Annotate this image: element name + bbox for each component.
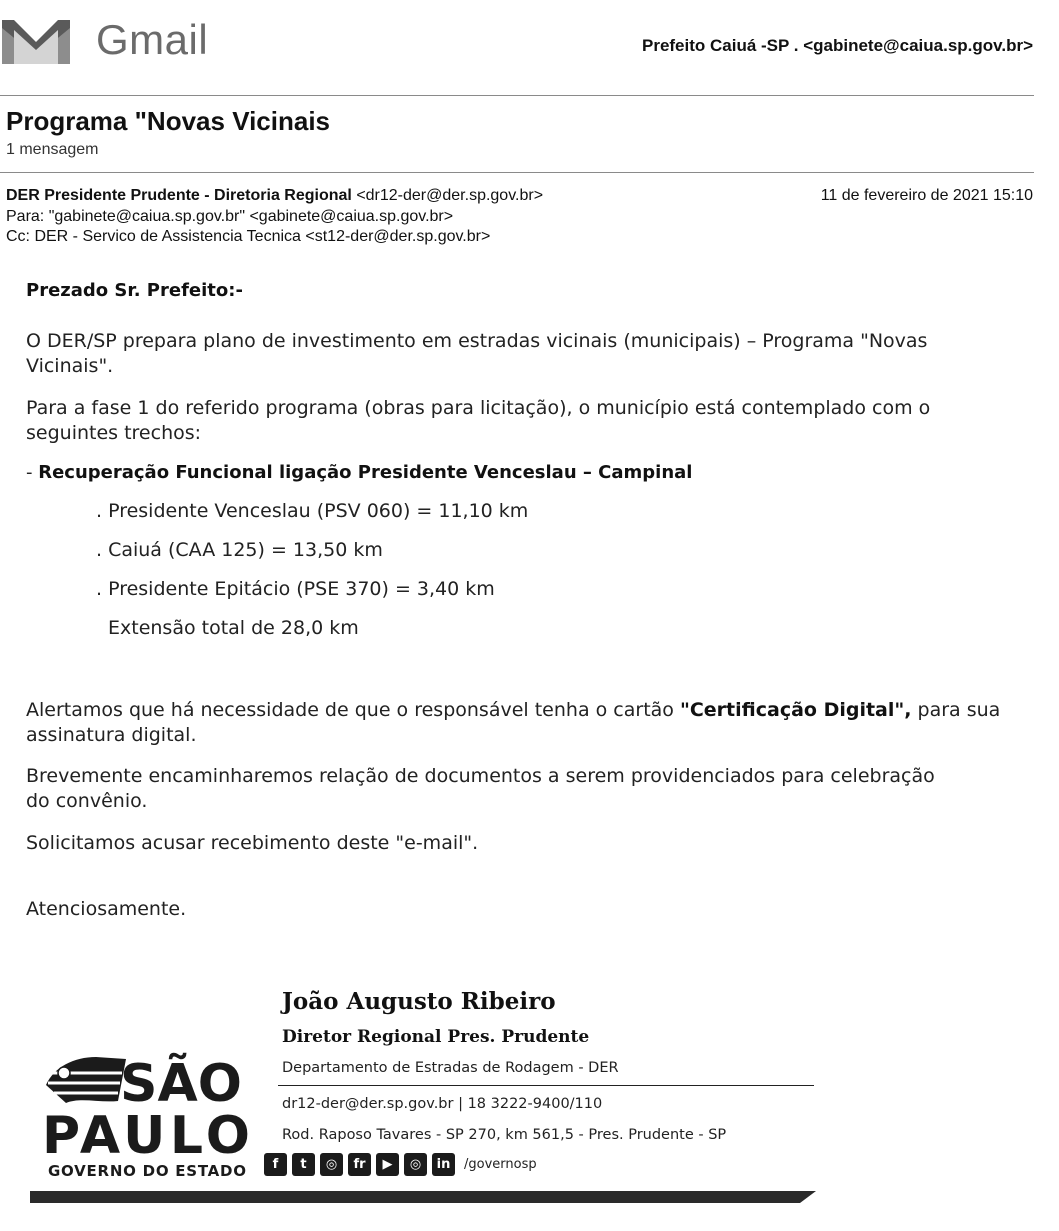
- logo-line-2: PAULO: [42, 1106, 250, 1166]
- total-extension: Extensão total de 28,0 km: [108, 617, 359, 639]
- instagram-alt-icon[interactable]: ◎: [404, 1153, 427, 1176]
- social-links: [264, 1153, 537, 1176]
- list-item: . Presidente Epitácio (PSE 370) = 3,40 km: [96, 578, 495, 600]
- signature-contact: dr12-der@der.sp.gov.br | 18 3222-9400/110: [282, 1096, 603, 1112]
- sao-paulo-government-logo: [40, 1045, 255, 1180]
- certificate-highlight: "Certificação Digital",: [679, 699, 912, 721]
- twitter-icon[interactable]: t: [292, 1153, 315, 1176]
- certificate-text-post: para sua assinatura digital.: [26, 699, 1001, 746]
- flickr-icon[interactable]: fr: [348, 1153, 371, 1176]
- section-heading: [26, 462, 692, 483]
- logo-line-3: GOVERNO DO ESTADO: [48, 1162, 246, 1180]
- instagram-icon[interactable]: ◎: [320, 1153, 343, 1176]
- sender-email: <dr12-der@der.sp.gov.br>: [356, 187, 544, 204]
- list-item: . Presidente Venceslau (PSV 060) = 11,10 km: [96, 500, 529, 522]
- signature-divider: [278, 1085, 814, 1086]
- paragraph-phase: Para a fase 1 do referido programa (obras para licitação), o município está contemplado com o seguintes trechos:: [26, 397, 931, 444]
- section-prefix: -: [26, 462, 39, 483]
- signature-name: João Augusto Ribeiro: [282, 988, 556, 1015]
- facebook-icon[interactable]: f: [264, 1153, 287, 1176]
- paragraph-certificate: [26, 698, 1016, 748]
- header-divider: [0, 95, 1034, 96]
- social-handle: /governosp: [464, 1157, 537, 1172]
- account-identity: Prefeito Caiuá -SP . <gabinete@caiua.sp.gov.br>: [641, 36, 1033, 55]
- signature-bottom-bar: [30, 1191, 816, 1203]
- paragraph-intro: O DER/SP prepara plano de investimento em estradas vicinais (municipais) – Programa "Novas Vicinais".: [26, 330, 928, 377]
- closing: Atenciosamente.: [26, 898, 187, 920]
- paragraph-acknowledge: Solicitamos acusar recebimento deste "e-mail".: [26, 832, 479, 854]
- cc-line: Cc: DER - Servico de Assistencia Tecnica <st12-der@der.sp.gov.br>: [6, 228, 491, 245]
- thread-subject: Programa "Novas Vicinais: [6, 106, 330, 136]
- message-date: 11 de fevereiro de 2021 15:10: [820, 187, 1033, 204]
- sender-name: DER Presidente Prudente - Diretoria Regional: [6, 187, 352, 204]
- section-title: Recuperação Funcional ligação Presidente Venceslau – Campinal: [38, 462, 693, 483]
- state-map-icon: [46, 1057, 126, 1103]
- to-line: Para: "gabinete@caiua.sp.gov.br" <gabinete@caiua.sp.gov.br>: [6, 208, 454, 225]
- gmail-wordmark: Gmail: [96, 16, 209, 63]
- certificate-text-pre: Alertamos que há necessidade de que o responsável tenha o cartão: [26, 699, 680, 721]
- message-count: 1 mensagem: [6, 141, 99, 158]
- list-item: . Caiuá (CAA 125) = 13,50 km: [96, 539, 383, 561]
- paragraph-documents: Brevemente encaminharemos relação de documentos a serem providenciados para celebração do convênio.: [26, 765, 935, 812]
- signature-address: Rod. Raposo Tavares - SP 270, km 561,5 - Pres. Prudente - SP: [282, 1127, 727, 1143]
- sender-line: [6, 187, 543, 205]
- logo-line-1: SÃO: [120, 1054, 242, 1114]
- linkedin-icon[interactable]: in: [432, 1153, 455, 1176]
- signature-department: Departamento de Estradas de Rodagem - DER: [282, 1060, 619, 1076]
- youtube-icon[interactable]: ▶: [376, 1153, 399, 1176]
- greeting: Prezado Sr. Prefeito:-: [26, 280, 243, 301]
- gmail-logo-icon: [0, 14, 72, 66]
- signature-role: Diretor Regional Pres. Prudente: [282, 1027, 590, 1047]
- subject-divider: [0, 172, 1034, 173]
